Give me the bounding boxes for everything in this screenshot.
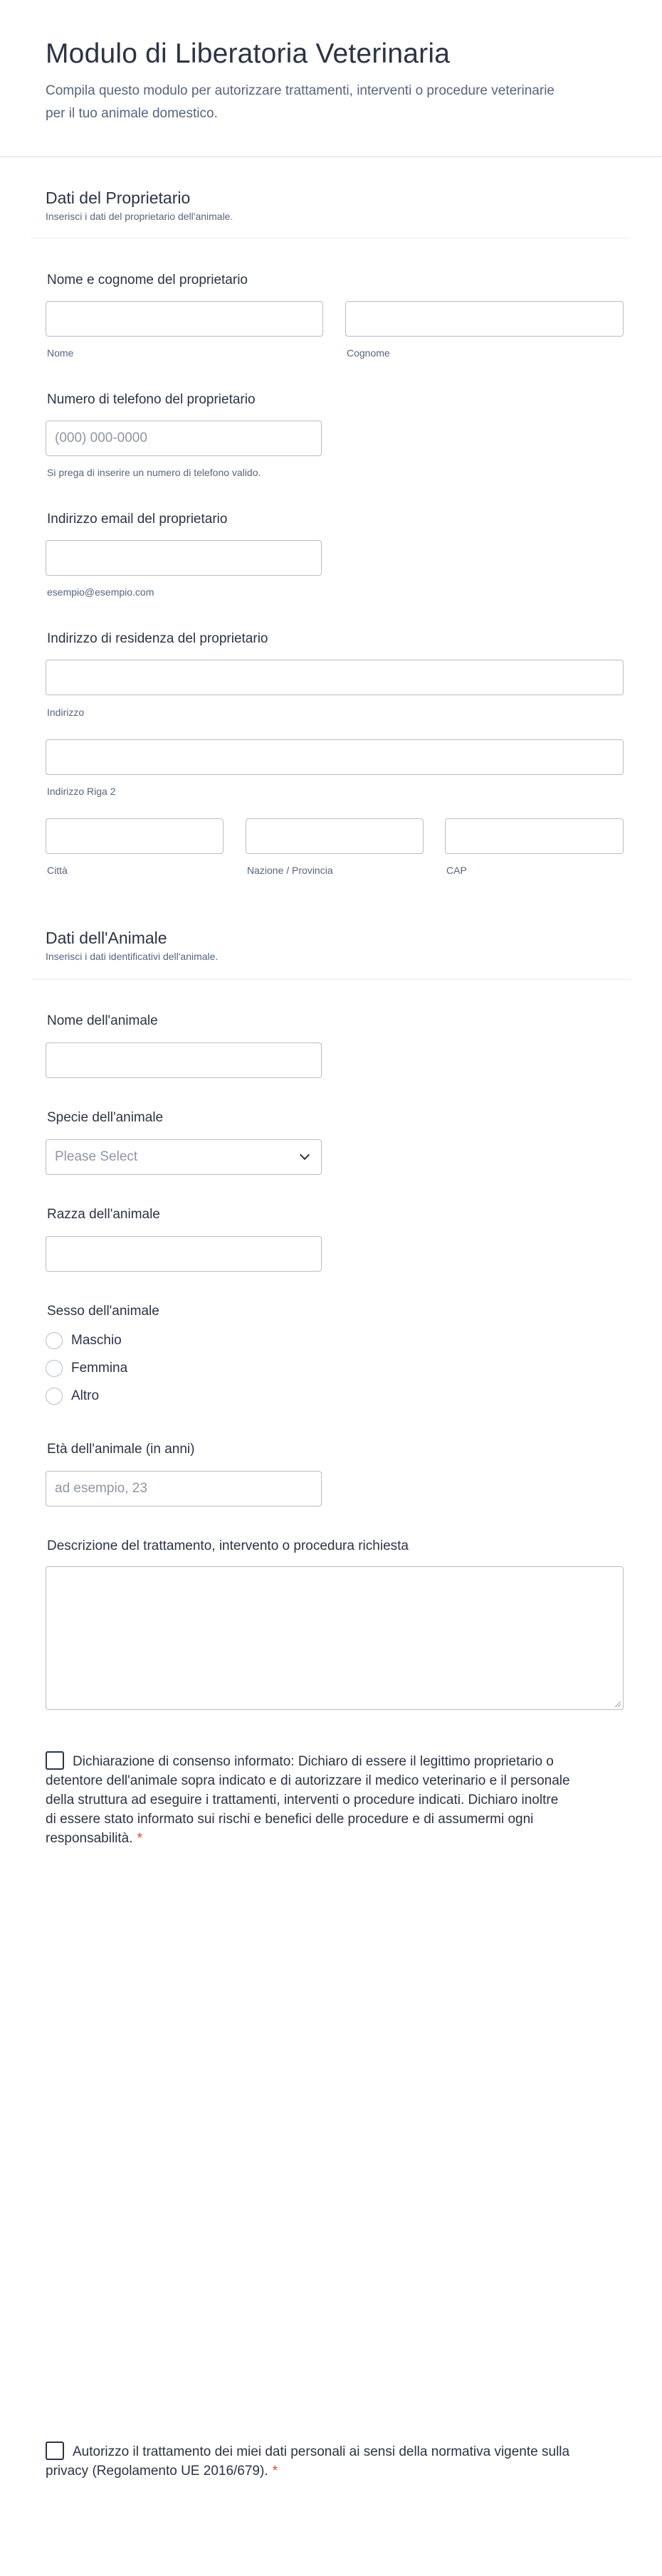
owner-email-label: Indirizzo email del proprietario — [47, 512, 228, 527]
form-header — [46, 34, 629, 125]
radio-label: Femmina — [71, 1361, 128, 1376]
resize-grip-icon[interactable] — [614, 1700, 621, 1707]
city-input[interactable] — [46, 818, 224, 854]
radio-label: Altro — [71, 1388, 100, 1403]
last-name-sublabel: Cognome — [347, 347, 390, 359]
privacy-consent-text: Autorizzo il trattamento dei miei dati personali ai sensi della normativa vigente sulla privacy (Regolamento UE 2016/679). — [46, 2444, 570, 2479]
owner-address-label: Indirizzo di residenza del proprietario — [47, 631, 268, 646]
owner-email-input[interactable] — [46, 540, 322, 576]
form-subtitle: Compila questo modulo per autorizzare trattamenti, interventi o procedure veterinarie per il tuo animale domestico. — [46, 83, 555, 121]
animal-age-input[interactable] — [46, 1471, 322, 1506]
required-asterisk: * — [272, 2464, 278, 2479]
owner-first-name-input[interactable] — [46, 301, 323, 337]
phone-sublabel: Si prega di inserire un numero di telefono valido. — [47, 467, 261, 478]
owner-name-label: Nome e cognome del proprietario — [47, 273, 248, 287]
email-sublabel: esempio@esempio.com — [47, 586, 154, 598]
animal-age-label: Età dell'animale (in anni) — [47, 1442, 195, 1457]
chevron-down-icon — [300, 1150, 310, 1160]
species-selected-value: Please Select — [55, 1149, 138, 1164]
state-input[interactable] — [246, 818, 424, 854]
radio-label: Maschio — [71, 1333, 122, 1348]
animal-section-title: Dati dell'Animale — [46, 929, 167, 947]
owner-section-header — [46, 186, 629, 223]
animal-species-select[interactable] — [46, 1139, 322, 1175]
animal-section-header — [46, 927, 629, 964]
address-line2-input[interactable] — [46, 739, 624, 775]
owner-phone-input[interactable] — [46, 421, 322, 456]
treatment-description-textarea[interactable] — [46, 1566, 624, 1710]
animal-section-subtitle: Inserisci i dati identificativi dell'animale. — [46, 951, 219, 962]
first-name-sublabel: Nome — [47, 347, 74, 359]
section-divider — [31, 979, 631, 980]
state-sublabel: Nazione / Provincia — [247, 865, 333, 876]
owner-last-name-input[interactable] — [345, 301, 624, 337]
owner-section-subtitle: Inserisci i dati del proprietario dell'animale. — [46, 211, 233, 222]
zip-sublabel: CAP — [446, 865, 467, 876]
animal-breed-label: Razza dell'animale — [47, 1207, 160, 1222]
address-line2-sublabel: Indirizzo Riga 2 — [47, 786, 116, 797]
form-title: Modulo di Liberatoria Veterinaria — [46, 38, 451, 69]
animal-name-input[interactable] — [46, 1042, 322, 1078]
treatment-description-label: Descrizione del trattamento, intervento o procedura richiesta — [47, 1538, 409, 1553]
sex-option-altro[interactable] — [46, 1388, 99, 1405]
radio-button[interactable] — [46, 1332, 63, 1349]
animal-name-label: Nome dell'animale — [47, 1013, 158, 1028]
privacy-consent-field — [46, 2442, 572, 2481]
informed-consent-field — [46, 1751, 572, 1848]
informed-consent-checkbox[interactable] — [46, 1751, 64, 1770]
animal-species-label: Specie dell'animale — [47, 1110, 164, 1125]
animal-breed-input[interactable] — [46, 1236, 322, 1272]
owner-section-title: Dati del Proprietario — [46, 189, 191, 207]
city-sublabel: Città — [47, 865, 68, 876]
informed-consent-text: Dichiarazione di consenso informato: Dichiaro di essere il legittimo proprietario o detentore dell'animale sopra indicato e di autorizzare il medico veterinario e il personale della struttura ad eseguire i trattamenti, interventi o procedure indicati. Dichiaro inoltre di essere stato informato sui rischi e benefici delle procedure e di assumermi ogni responsabilità. — [46, 1754, 570, 1846]
animal-sex-label: Sesso dell'animale — [47, 1304, 159, 1319]
sex-option-maschio[interactable] — [46, 1332, 122, 1349]
sex-option-femmina[interactable] — [46, 1360, 127, 1377]
required-asterisk: * — [137, 1831, 142, 1846]
address-line1-sublabel: Indirizzo — [47, 707, 85, 718]
zip-input[interactable] — [445, 818, 624, 854]
privacy-consent-checkbox[interactable] — [46, 2442, 64, 2460]
address-line1-input[interactable] — [46, 660, 624, 695]
owner-phone-label: Numero di telefono del proprietario — [47, 392, 256, 407]
radio-button[interactable] — [46, 1388, 63, 1405]
radio-button[interactable] — [46, 1360, 63, 1377]
